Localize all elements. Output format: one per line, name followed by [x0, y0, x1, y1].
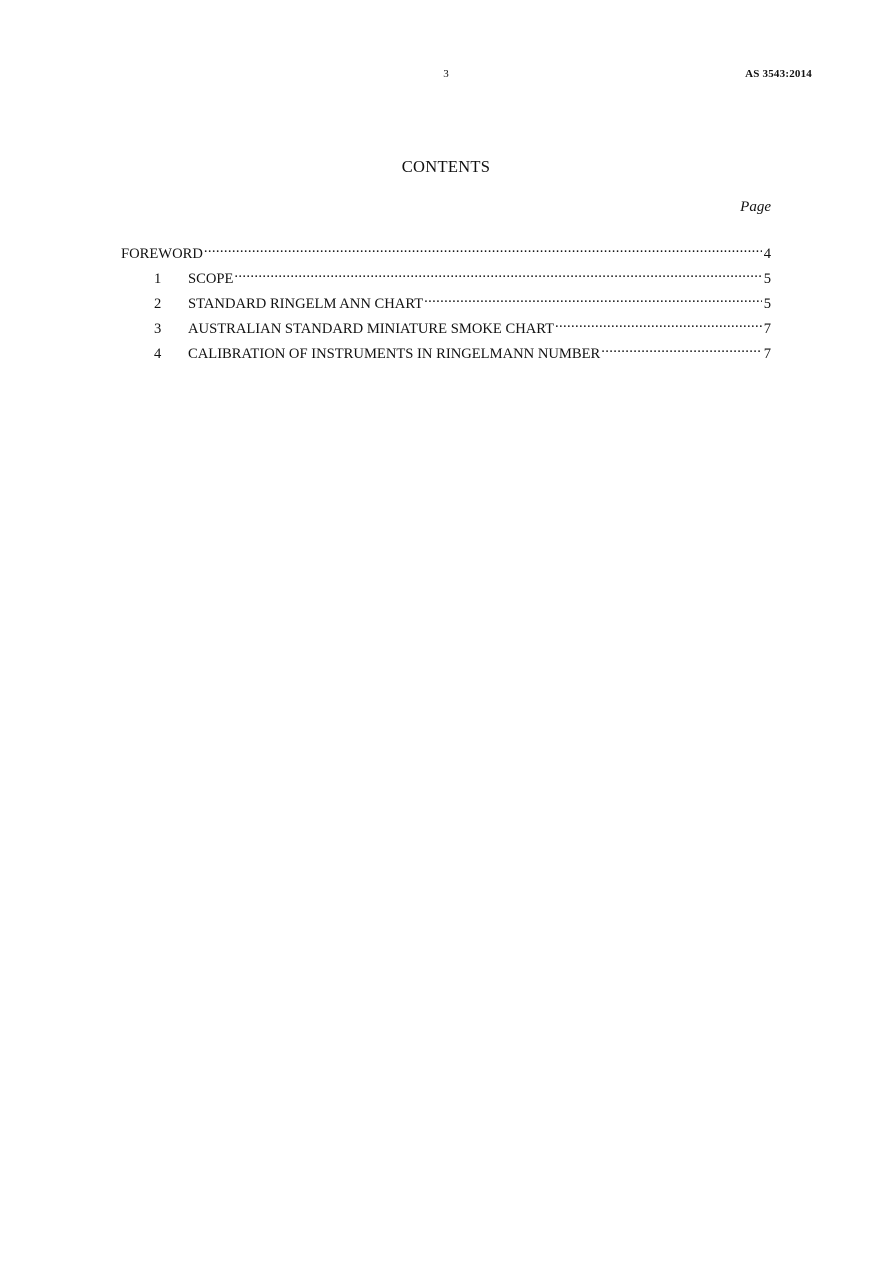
toc-entry-page: 7 — [763, 346, 771, 362]
toc-dot-leader — [424, 288, 762, 308]
toc-entry-miniature-smoke-chart[interactable] — [121, 313, 771, 338]
toc-entry-foreword[interactable] — [121, 238, 771, 263]
page-number: 3 — [443, 68, 449, 80]
toc-entry-label: SCOPE — [188, 271, 234, 287]
page-column-label: Page — [740, 199, 771, 215]
toc-dot-leader — [601, 338, 762, 358]
toc-entry-label: CALIBRATION OF INSTRUMENTS IN RINGELMANN NUMBER — [188, 346, 601, 362]
toc-entry-number: 4 — [154, 346, 162, 362]
toc-dot-leader — [234, 263, 762, 283]
toc-entry-number: 1 — [154, 271, 162, 287]
toc-entry-page: 7 — [763, 321, 771, 337]
toc-entry-page: 5 — [763, 271, 771, 287]
toc-dot-leader — [555, 313, 762, 333]
contents-title: CONTENTS — [401, 157, 491, 176]
toc-entry-page: 4 — [763, 246, 771, 262]
toc-dot-leader — [204, 238, 762, 258]
toc-entry-scope[interactable] — [121, 263, 771, 288]
toc-entry-label: STANDARD RINGELM ANN CHART — [188, 296, 424, 312]
table-of-contents — [121, 238, 771, 363]
toc-entry-label: AUSTRALIAN STANDARD MINIATURE SMOKE CHART — [188, 321, 555, 337]
toc-entry-number: 3 — [154, 321, 162, 337]
toc-entry-number: 2 — [154, 296, 162, 312]
toc-entry-label: FOREWORD — [121, 246, 203, 262]
toc-entry-standard-ringelmann-chart[interactable] — [121, 288, 771, 313]
toc-entry-page: 5 — [763, 296, 771, 312]
document-id: AS 3543:2014 — [745, 68, 812, 80]
toc-entry-calibration-of-instruments[interactable] — [121, 338, 771, 363]
